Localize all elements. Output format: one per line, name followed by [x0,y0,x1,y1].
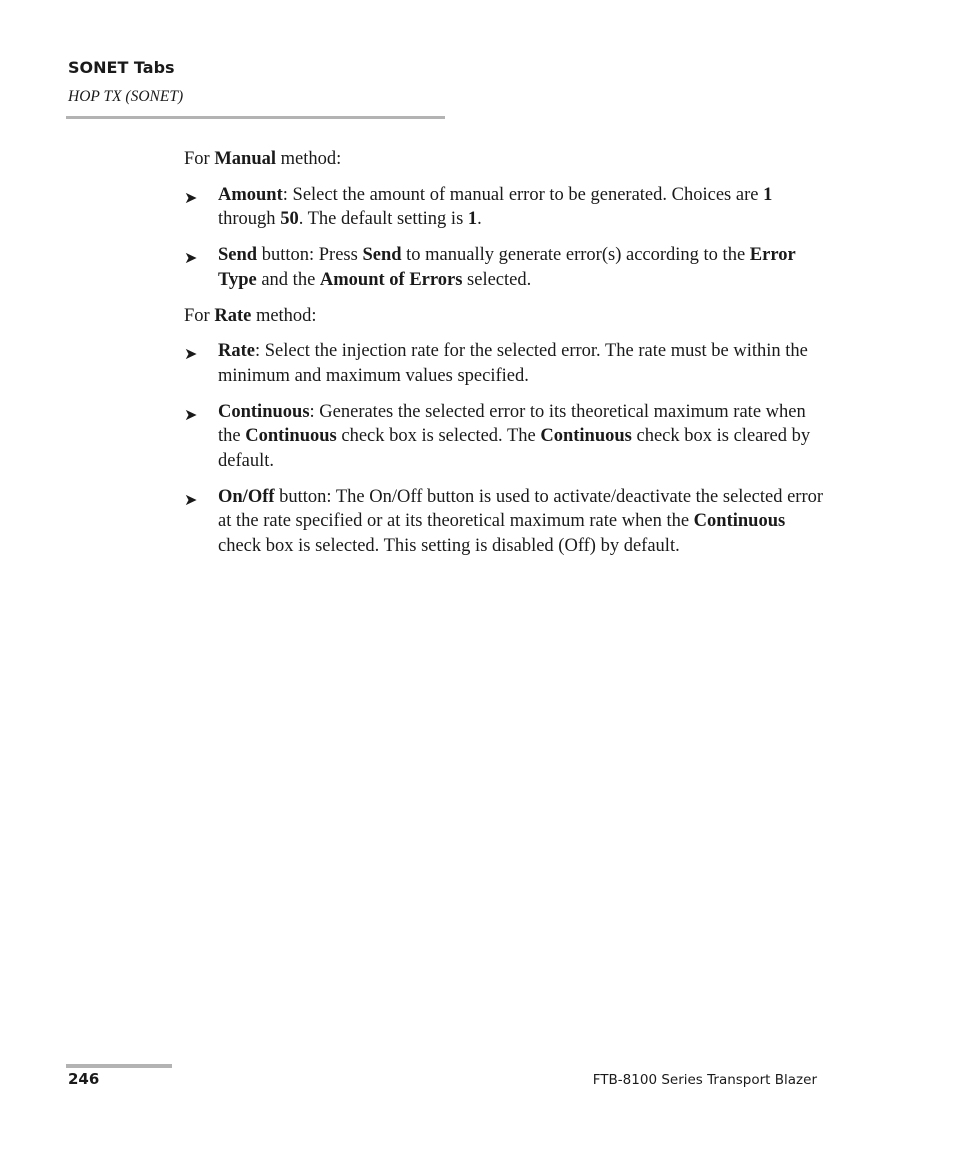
term-on-off: On/Off [218,486,275,507]
bold-value: 1 [467,209,478,230]
page-number: 246 [68,1070,100,1088]
item-text: check box is cleared by default. [218,426,811,472]
item-text: check box is selected. The [336,426,541,447]
rate-method-intro [184,304,824,329]
bold-value: Amount of Errors [319,269,463,290]
body-content [184,147,824,570]
bold-value: Continuous [245,426,337,447]
item-text: button: The On/Off button is used to activate/deactivate the selected error at the rate specified or at its theoretical maximum rate when the [218,486,824,532]
term-continuous: Continuous [218,401,310,422]
intro-text: method: [276,149,342,169]
term-send: Send [218,245,258,266]
list-item-amount [184,183,824,232]
item-text: to manually generate error(s) according to the [401,245,750,266]
item-text: check box is selected. This setting is disabled (Off) by default. [218,536,680,557]
footer-rule [66,1064,172,1068]
list-item-on-off [184,485,824,559]
item-text: selected. [462,269,532,290]
bold-value: Send [362,245,402,266]
item-text: . [477,209,482,230]
manual-method-intro [184,147,824,172]
item-text: : Select the amount of manual error to be generated. Choices are [282,184,764,205]
item-text: button: Press [257,245,363,266]
intro-bold: Manual [214,149,277,169]
arrow-bullet-icon: ➤ [184,248,198,268]
bold-value: Error Type [218,245,796,290]
bold-value: 1 [763,184,773,205]
bold-value: Continuous [540,426,632,447]
item-text: : Generates the selected error to its theoretical maximum rate when the [218,401,806,447]
item-text: through [218,209,281,230]
list-item-send [184,243,824,292]
intro-bold: Rate [214,305,252,326]
header-rule [66,116,445,119]
document-title: FTB-8100 Series Transport Blazer [592,1072,817,1088]
intro-text: For [184,305,215,326]
arrow-bullet-icon: ➤ [184,489,198,509]
bold-value: Continuous [693,511,786,532]
item-text: : Select the injection rate for the selected error. The rate must be within the minimum and maximum values specified. [218,341,808,386]
arrow-bullet-icon: ➤ [184,187,198,207]
subsection-title: HOP TX (SONET) [68,88,184,105]
list-item-continuous [184,400,824,474]
intro-text: method: [251,305,317,326]
term-rate: Rate [218,341,255,362]
arrow-bullet-icon: ➤ [184,404,198,424]
section-title: SONET Tabs [68,58,175,77]
term-amount: Amount [218,184,283,205]
list-item-rate [184,339,824,388]
arrow-bullet-icon: ➤ [184,344,198,364]
item-text: . The default setting is [298,209,468,230]
intro-text: For [184,149,215,169]
item-text: and the [256,269,320,290]
bold-value: 50 [280,209,299,230]
